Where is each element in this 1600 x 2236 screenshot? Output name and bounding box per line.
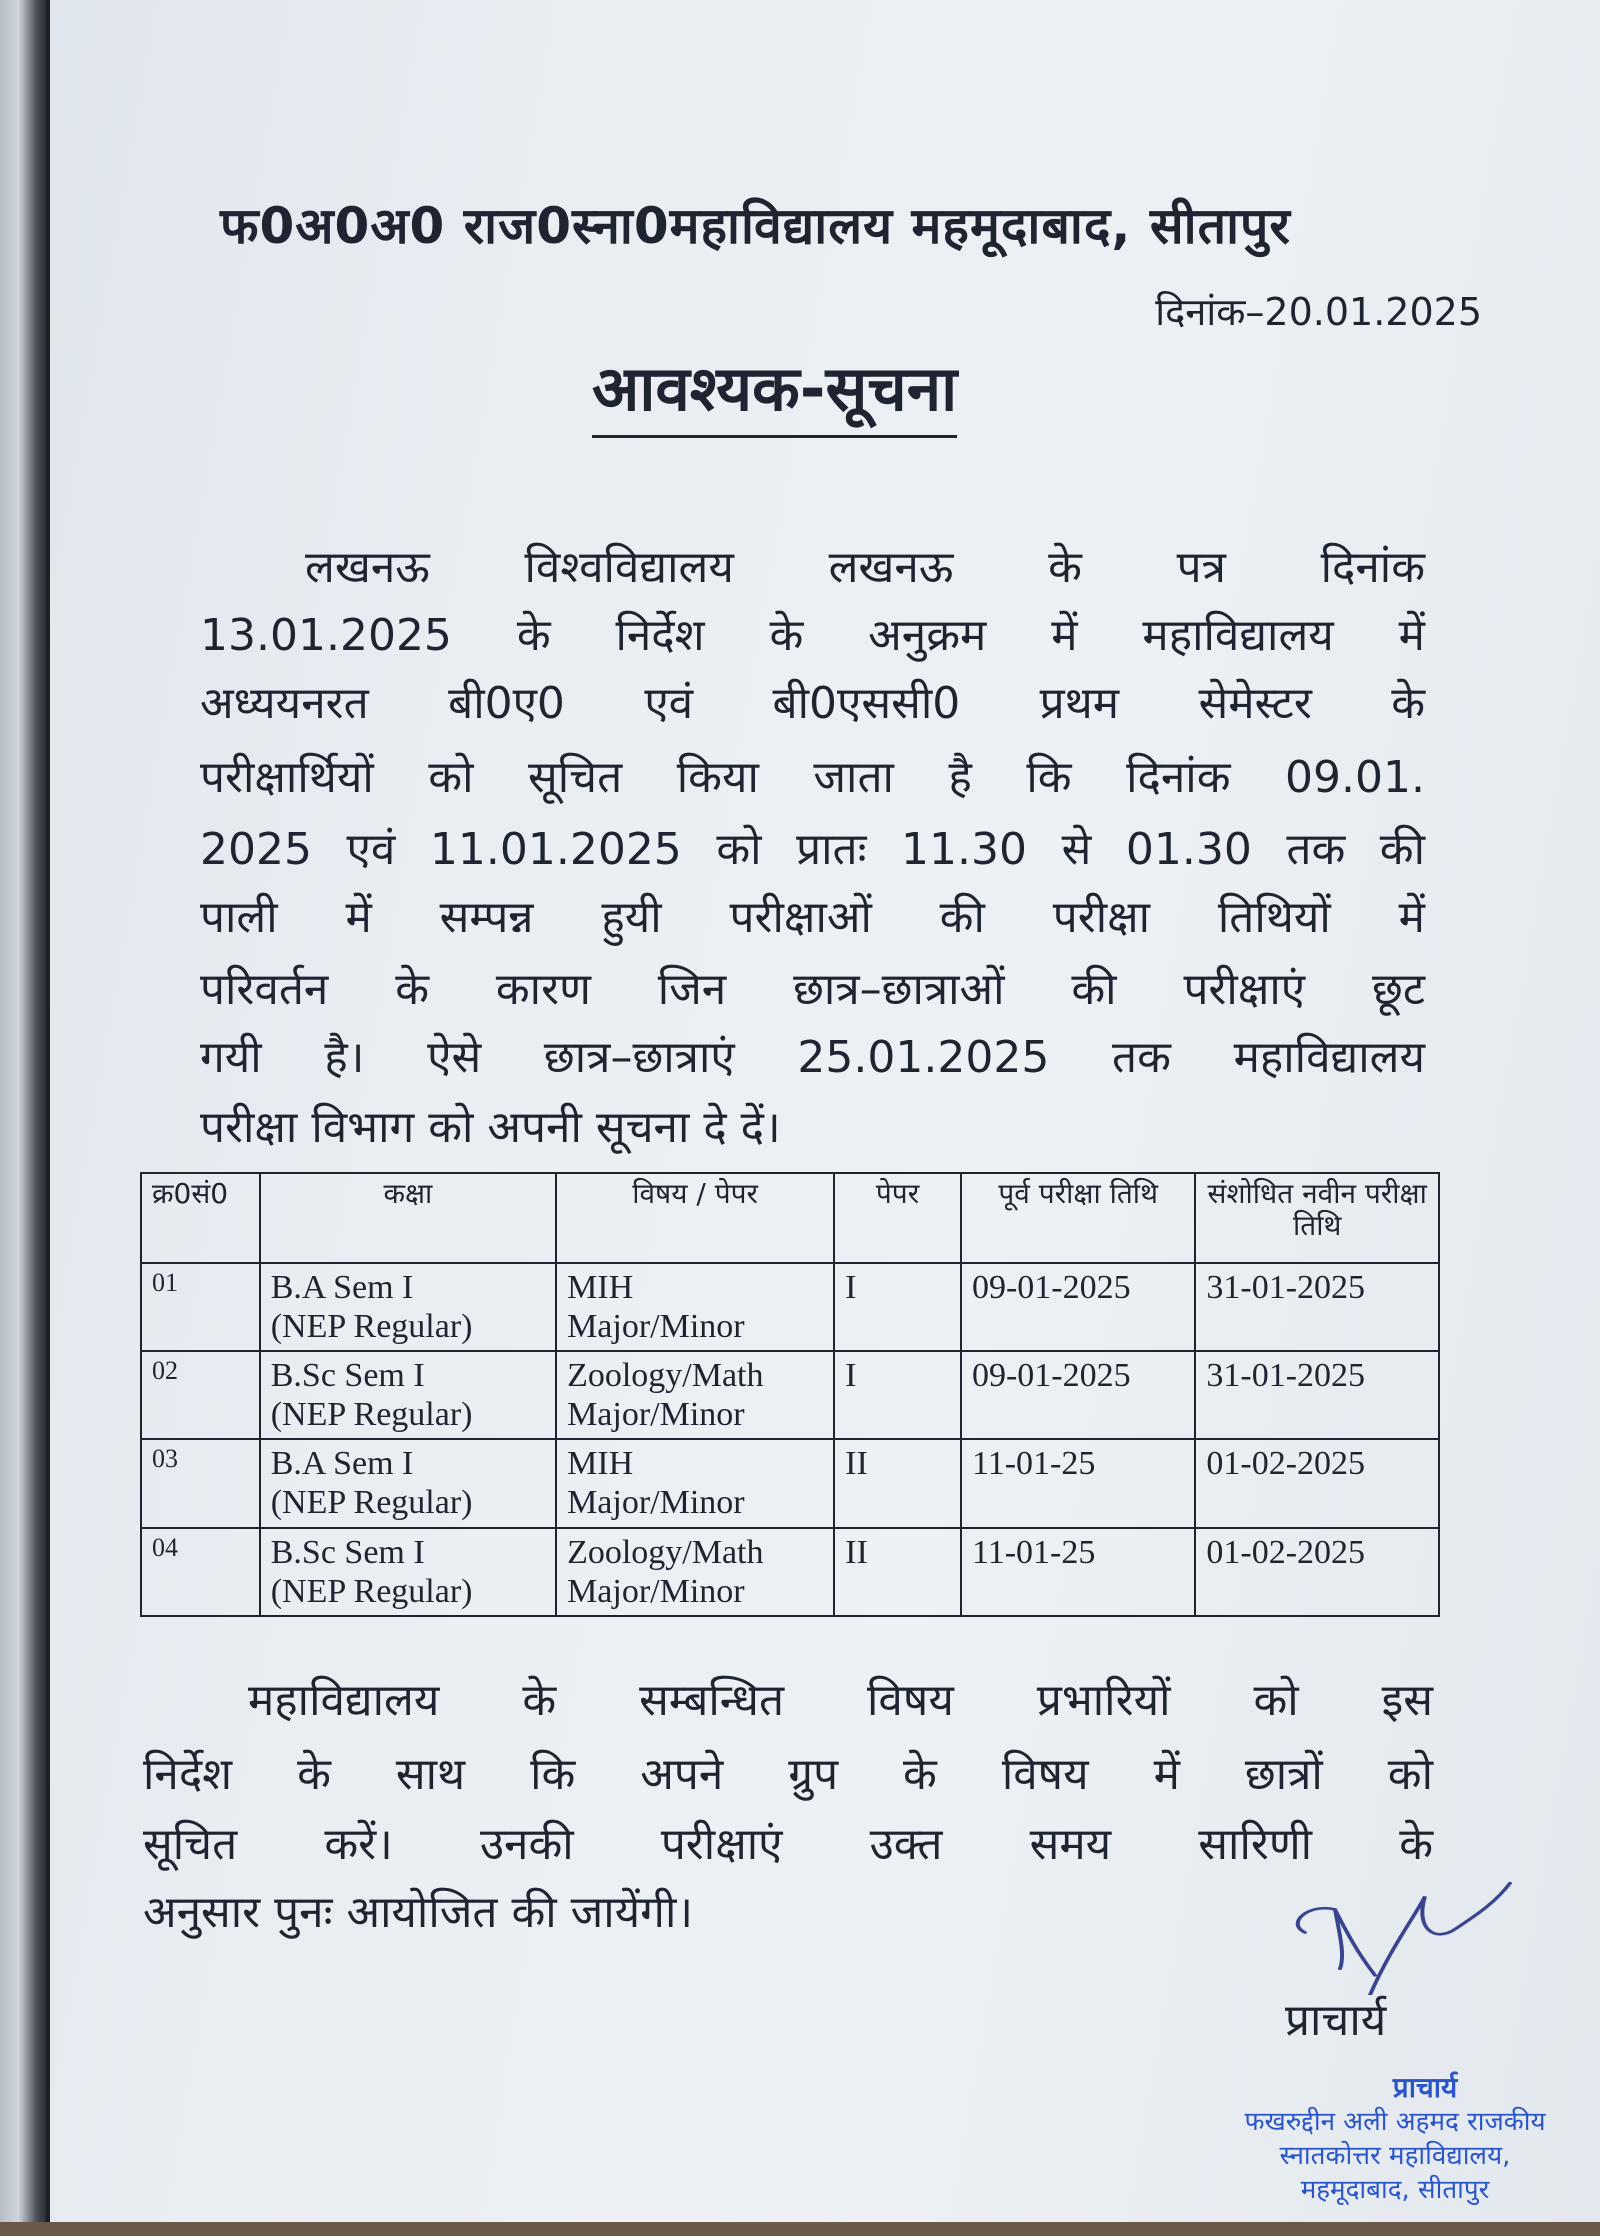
cell-serial	[141, 1528, 260, 1616]
handwritten-signature	[1265, 1870, 1515, 1995]
cell-new-date-text: 01-02-2025	[1206, 1445, 1366, 1483]
header-subject: विषय / पेपर	[556, 1173, 834, 1263]
table-row	[141, 1351, 1439, 1439]
cell-class-text: B.Sc Sem I	[270, 1533, 425, 1571]
paragraph-line: पाली में सम्पन्न हुयी परीक्षाओं की परीक्षा तिथियों में	[200, 892, 1425, 943]
cell-subject-text: Major/Minor	[567, 1484, 745, 1522]
cell-subject-text: Major/Minor	[567, 1572, 745, 1610]
notice-paragraph-2	[143, 1668, 1433, 1958]
institution-title: फ0अ0अ0 राज0स्ना0महाविद्यालय महमूदाबाद, सीतापुर	[220, 197, 1291, 255]
cell-serial-text: 02	[152, 1356, 178, 1386]
cell-class-text: (NEP Regular)	[270, 1308, 473, 1346]
cell-class-text: (NEP Regular)	[270, 1572, 473, 1610]
cell-old-date	[961, 1263, 1195, 1351]
cell-new-date	[1195, 1528, 1439, 1616]
background-surface	[0, 2222, 1600, 2236]
paragraph-line: 2025 एवं 11.01.2025 को प्रातः 11.30 से 01.30 तक की	[200, 824, 1425, 875]
table-row	[141, 1263, 1439, 1351]
paragraph-line: सूचित करें। उनकी परीक्षाएं उक्त समय सारिणी के	[143, 1819, 1433, 1870]
stamp-title: प्राचार्य	[1392, 2071, 1458, 2104]
cell-class-text: (NEP Regular)	[270, 1484, 473, 1522]
page-edge-shadow	[0, 0, 46, 2236]
paragraph-line: गयी है। ऐसे छात्र–छात्राएं 25.01.2025 तक महाविद्यालय	[200, 1032, 1425, 1083]
cell-serial	[141, 1439, 260, 1527]
header-class: कक्षा	[260, 1173, 556, 1263]
notice-date: दिनांक–20.01.2025	[1155, 290, 1482, 334]
header-new-date: संशोधित नवीन परीक्षा तिथि	[1195, 1173, 1439, 1263]
cell-class-text: B.Sc Sem I	[270, 1357, 425, 1395]
cell-serial	[141, 1263, 260, 1351]
paragraph-line: निर्देश के साथ कि अपने ग्रुप के विषय में छात्रों को	[143, 1749, 1433, 1800]
cell-subject-text: Major/Minor	[567, 1396, 745, 1434]
cell-paper	[834, 1439, 961, 1527]
paragraph-line: अनुसार पुनः आयोजित की जायेंगी।	[143, 1887, 694, 1938]
cell-old-date-text: 11-01-25	[971, 1533, 1096, 1571]
cell-old-date	[961, 1439, 1195, 1527]
cell-subject-text: MIH	[567, 1445, 634, 1483]
cell-paper	[834, 1351, 961, 1439]
cell-class	[260, 1263, 556, 1351]
paragraph-line: 13.01.2025 के निर्देश के अनुक्रम में महाविद्यालय में	[200, 610, 1425, 661]
cell-class-text: B.A Sem I	[270, 1445, 414, 1483]
cell-new-date-text: 31-01-2025	[1206, 1269, 1366, 1306]
paragraph-line: परिवर्तन के कारण जिन छात्र–छात्राओं की परीक्षाएं छूट	[200, 964, 1425, 1015]
notice-paragraph-1	[200, 535, 1425, 1153]
cell-old-date-text: 11-01-25	[971, 1445, 1096, 1483]
cell-old-date	[961, 1528, 1195, 1616]
cell-serial-text: 03	[152, 1444, 178, 1474]
official-stamp	[1215, 2070, 1575, 2208]
table-row	[141, 1439, 1439, 1527]
cell-new-date	[1195, 1263, 1439, 1351]
table-row	[141, 1528, 1439, 1616]
cell-subject	[556, 1528, 834, 1616]
stamp-line: स्नातकोत्तर महाविद्यालय,	[1279, 2141, 1511, 2172]
notice-heading: आवश्यक-सूचना	[592, 345, 957, 438]
cell-serial-text: 01	[152, 1268, 178, 1297]
cell-paper-text: II	[845, 1533, 868, 1571]
cell-subject-text: Zoology/Math	[567, 1357, 764, 1395]
cell-subject	[556, 1439, 834, 1527]
cell-new-date-text: 31-01-2025	[1206, 1357, 1366, 1395]
cell-paper	[834, 1263, 961, 1351]
cell-class-text: B.A Sem I	[270, 1269, 414, 1306]
cell-class-text: (NEP Regular)	[270, 1396, 473, 1434]
paragraph-line: महाविद्यालय के सम्बन्धित विषय प्रभारियों को इस	[248, 1675, 1433, 1726]
cell-paper-text: I	[845, 1269, 857, 1306]
paragraph-line: परीक्षार्थियों को सूचित किया जाता है कि दिनांक 09.01.	[200, 752, 1425, 803]
paragraph-line: परीक्षा विभाग को अपनी सूचना दे दें।	[200, 1102, 781, 1153]
cell-subject	[556, 1351, 834, 1439]
cell-new-date	[1195, 1351, 1439, 1439]
cell-class	[260, 1528, 556, 1616]
paragraph-line: अध्ययनरत बी0ए0 एवं बी0एससी0 प्रथम सेमेस्टर के	[200, 678, 1425, 729]
stamp-line: महमूदाबाद, सीतापुर	[1300, 2174, 1490, 2205]
cell-old-date-text: 09-01-2025	[971, 1357, 1131, 1395]
header-old-date: पूर्व परीक्षा तिथि	[961, 1173, 1195, 1263]
cell-paper-text: I	[845, 1357, 857, 1395]
cell-subject	[556, 1263, 834, 1351]
cell-subject-text: Major/Minor	[567, 1308, 745, 1346]
exam-schedule-table	[140, 1172, 1440, 1617]
cell-class	[260, 1351, 556, 1439]
header-paper: पेपर	[834, 1173, 961, 1263]
table-header-row	[141, 1173, 1439, 1263]
cell-new-date	[1195, 1439, 1439, 1527]
cell-class	[260, 1439, 556, 1527]
header-serial: क्र0सं0	[141, 1173, 260, 1263]
stamp-line: फखरुद्दीन अली अहमद राजकीय	[1244, 2107, 1546, 2138]
principal-designation: प्राचार्य	[1285, 1995, 1387, 2046]
page-edge-line	[46, 0, 50, 2236]
cell-paper	[834, 1528, 961, 1616]
cell-old-date-text: 09-01-2025	[971, 1269, 1131, 1306]
cell-new-date-text: 01-02-2025	[1206, 1533, 1366, 1571]
cell-serial-text: 04	[152, 1532, 178, 1562]
cell-serial	[141, 1351, 260, 1439]
paragraph-line: लखनऊ विश्वविद्यालय लखनऊ के पत्र दिनांक	[305, 542, 1425, 593]
cell-subject-text: Zoology/Math	[567, 1533, 764, 1571]
cell-paper-text: II	[845, 1445, 868, 1483]
cell-subject-text: MIH	[567, 1269, 634, 1306]
cell-old-date	[961, 1351, 1195, 1439]
